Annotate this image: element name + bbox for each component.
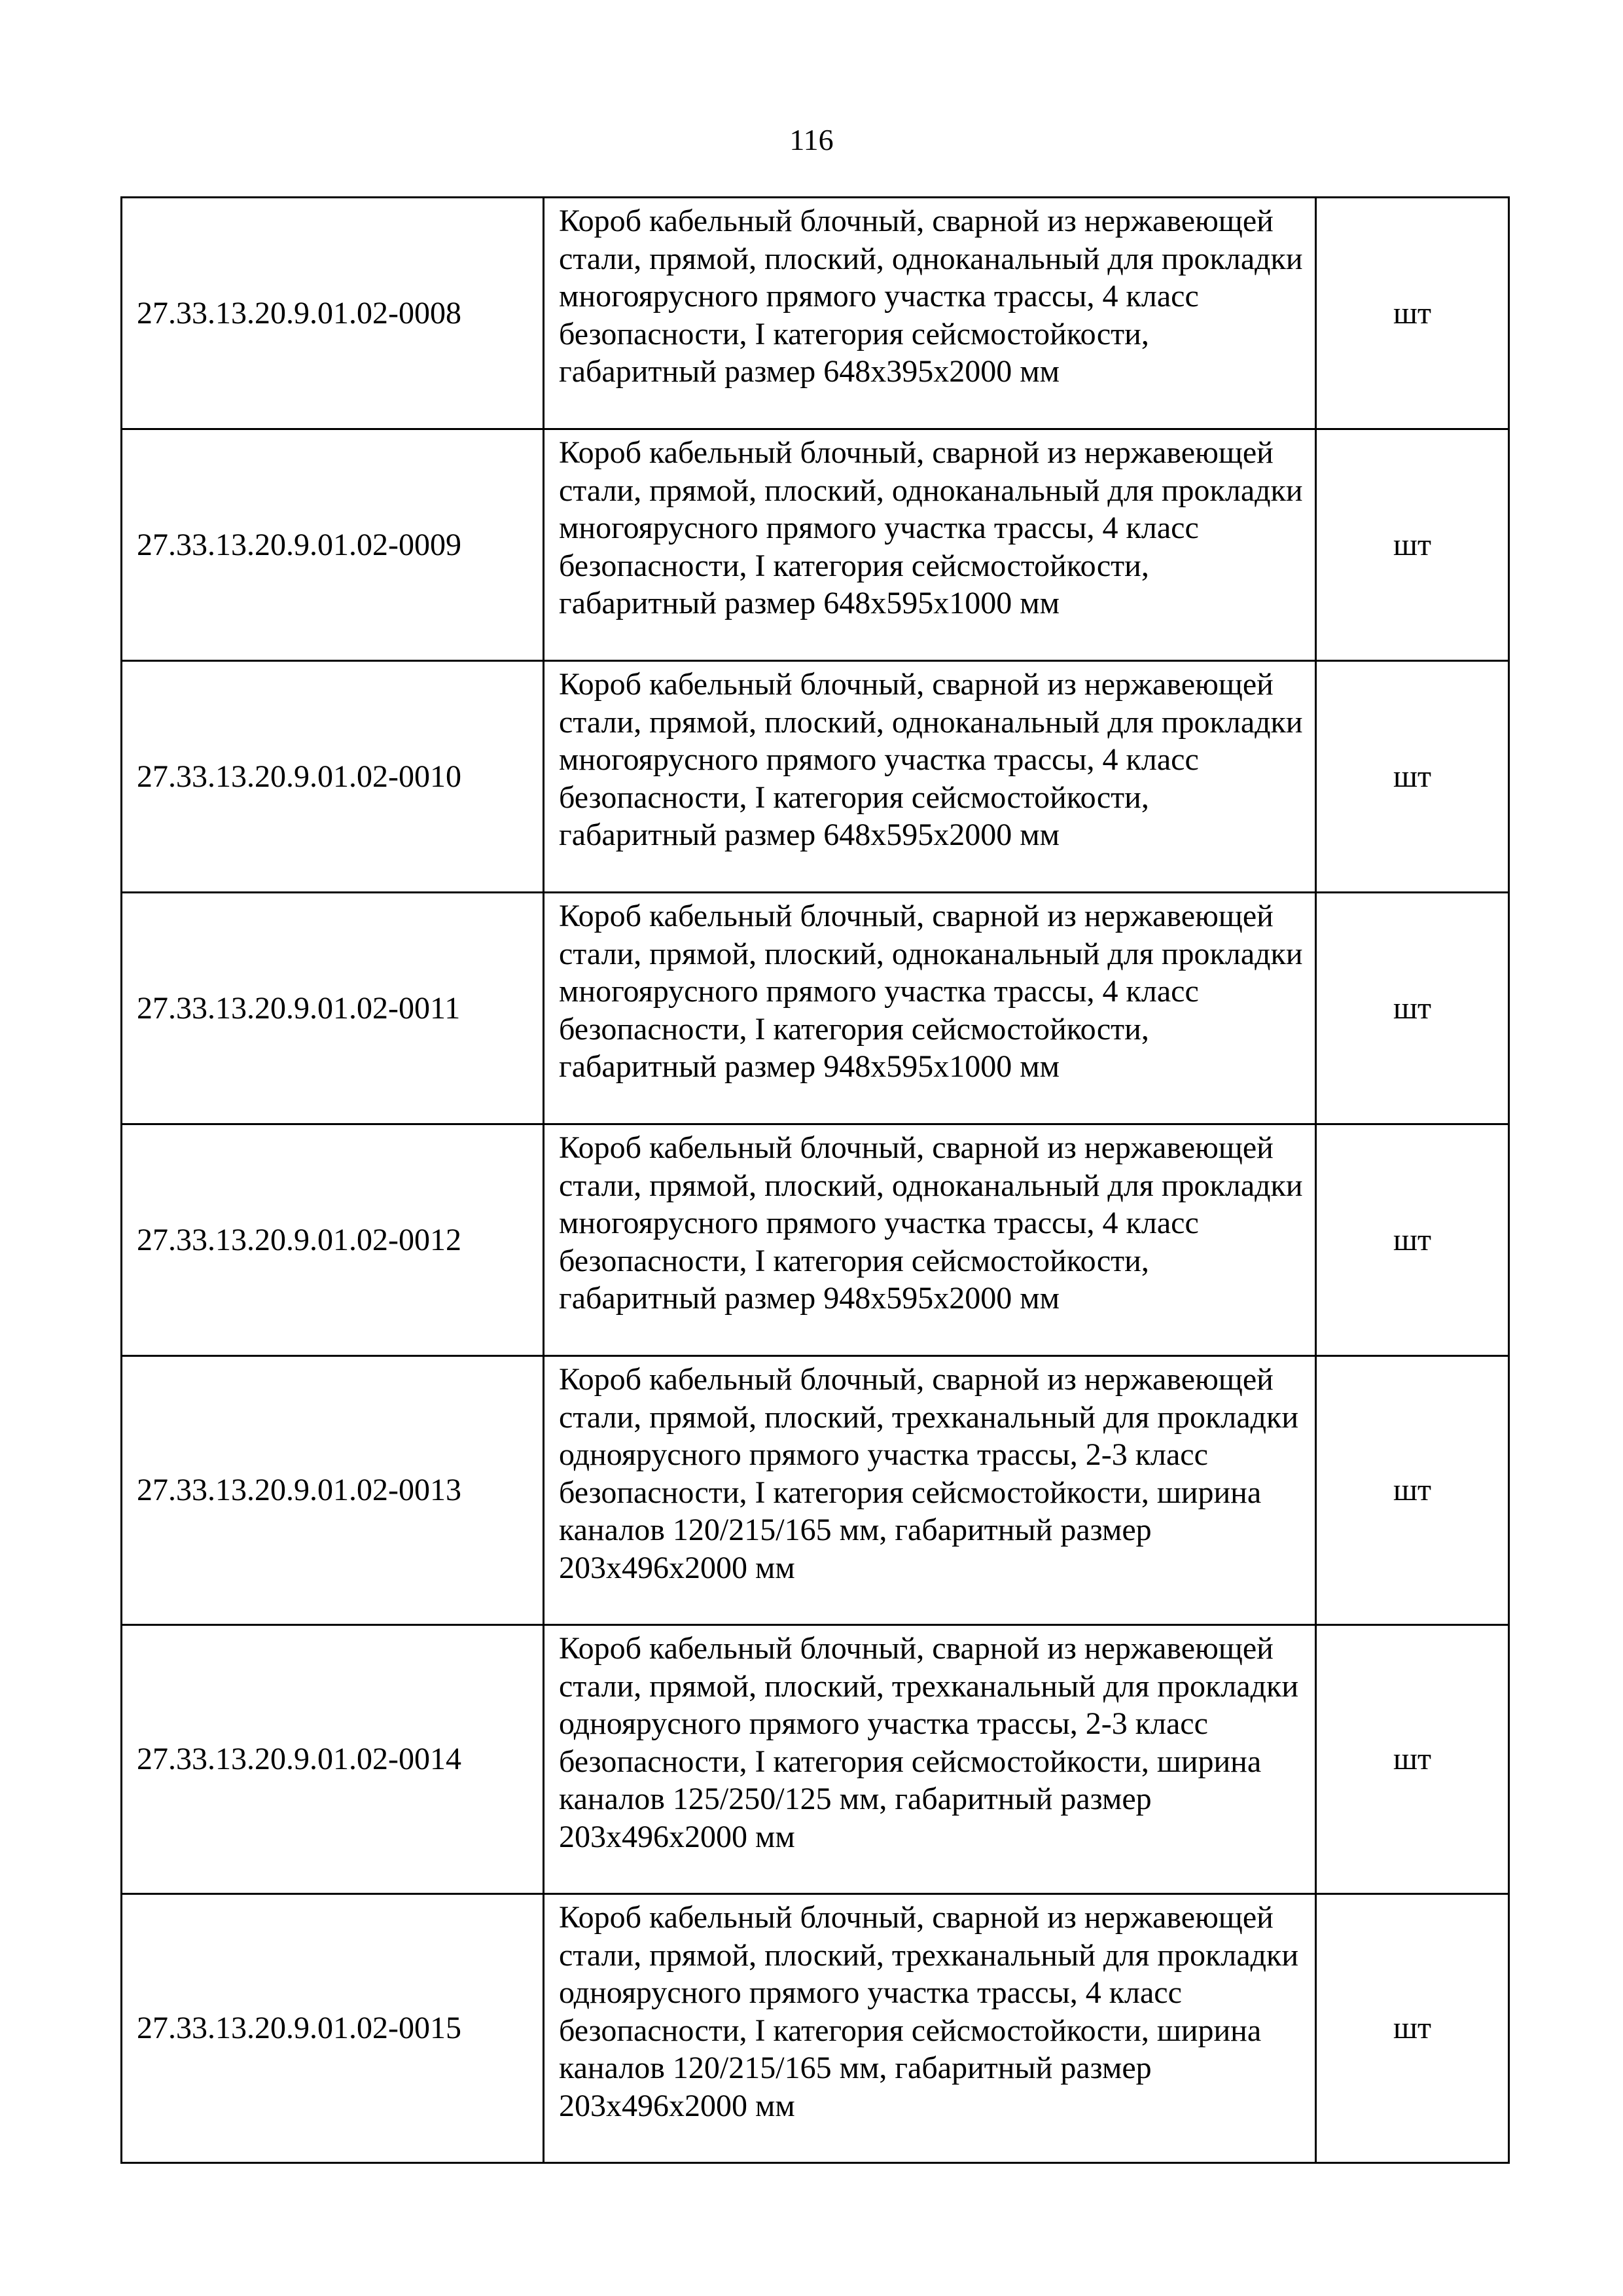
resource-description: Короб кабельный блочный, сварной из нержавеющей стали, прямой, плоский, одноканальный для прокладки многоярусного прямого участка трассы, 4 класс безопасности, I категория сейсмостойкости, габаритный размер 948х595х1000 мм — [544, 893, 1316, 1124]
table-row — [122, 429, 1509, 661]
table-row — [122, 893, 1509, 1124]
unit-of-measure: шт — [1316, 1625, 1509, 1894]
catalog-table — [120, 196, 1510, 2164]
table-row — [122, 661, 1509, 893]
table-row — [122, 1124, 1509, 1356]
table-row — [122, 1894, 1509, 2163]
resource-description: Короб кабельный блочный, сварной из нержавеющей стали, прямой, плоский, трехканальный для прокладки одноярусного прямого участка трассы, 2-3 класс безопасности, I категория сейсмостойкости, ширина каналов 120/215/165 мм, габаритный размер 203х496х2000 мм — [544, 1356, 1316, 1625]
resource-code: 27.33.13.20.9.01.02-0012 — [122, 1124, 544, 1356]
resource-code: 27.33.13.20.9.01.02-0008 — [122, 198, 544, 429]
table-row — [122, 1356, 1509, 1625]
resource-code: 27.33.13.20.9.01.02-0010 — [122, 661, 544, 893]
catalog-table-body — [122, 198, 1509, 2163]
resource-code: 27.33.13.20.9.01.02-0014 — [122, 1625, 544, 1894]
unit-of-measure: шт — [1316, 198, 1509, 429]
table-row — [122, 198, 1509, 429]
resource-code: 27.33.13.20.9.01.02-0011 — [122, 893, 544, 1124]
resource-description: Короб кабельный блочный, сварной из нержавеющей стали, прямой, плоский, трехканальный для прокладки одноярусного прямого участка трассы, 4 класс безопасности, I категория сейсмостойкости, ширина каналов 120/215/165 мм, габаритный размер 203х496х2000 мм — [544, 1894, 1316, 2163]
resource-description: Короб кабельный блочный, сварной из нержавеющей стали, прямой, плоский, одноканальный для прокладки многоярусного прямого участка трассы, 4 класс безопасности, I категория сейсмостойкости, габаритный размер 648х395х2000 мм — [544, 198, 1316, 429]
resource-code: 27.33.13.20.9.01.02-0015 — [122, 1894, 544, 2163]
resource-description: Короб кабельный блочный, сварной из нержавеющей стали, прямой, плоский, трехканальный для прокладки одноярусного прямого участка трассы, 2-3 класс безопасности, I категория сейсмостойкости, ширина каналов 125/250/125 мм, габаритный размер 203х496х2000 мм — [544, 1625, 1316, 1894]
unit-of-measure: шт — [1316, 429, 1509, 661]
unit-of-measure: шт — [1316, 893, 1509, 1124]
resource-description: Короб кабельный блочный, сварной из нержавеющей стали, прямой, плоский, одноканальный для прокладки многоярусного прямого участка трассы, 4 класс безопасности, I категория сейсмостойкости, габаритный размер 648х595х1000 мм — [544, 429, 1316, 661]
resource-description: Короб кабельный блочный, сварной из нержавеющей стали, прямой, плоский, одноканальный для прокладки многоярусного прямого участка трассы, 4 класс безопасности, I категория сейсмостойкости, габаритный размер 948х595х2000 мм — [544, 1124, 1316, 1356]
page-number: 116 — [789, 123, 834, 156]
unit-of-measure: шт — [1316, 1124, 1509, 1356]
unit-of-measure: шт — [1316, 1894, 1509, 2163]
resource-code: 27.33.13.20.9.01.02-0013 — [122, 1356, 544, 1625]
unit-of-measure: шт — [1316, 1356, 1509, 1625]
resource-code: 27.33.13.20.9.01.02-0009 — [122, 429, 544, 661]
table-row — [122, 1625, 1509, 1894]
resource-description: Короб кабельный блочный, сварной из нержавеющей стали, прямой, плоский, одноканальный для прокладки многоярусного прямого участка трассы, 4 класс безопасности, I категория сейсмостойкости, габаритный размер 648х595х2000 мм — [544, 661, 1316, 893]
unit-of-measure: шт — [1316, 661, 1509, 893]
